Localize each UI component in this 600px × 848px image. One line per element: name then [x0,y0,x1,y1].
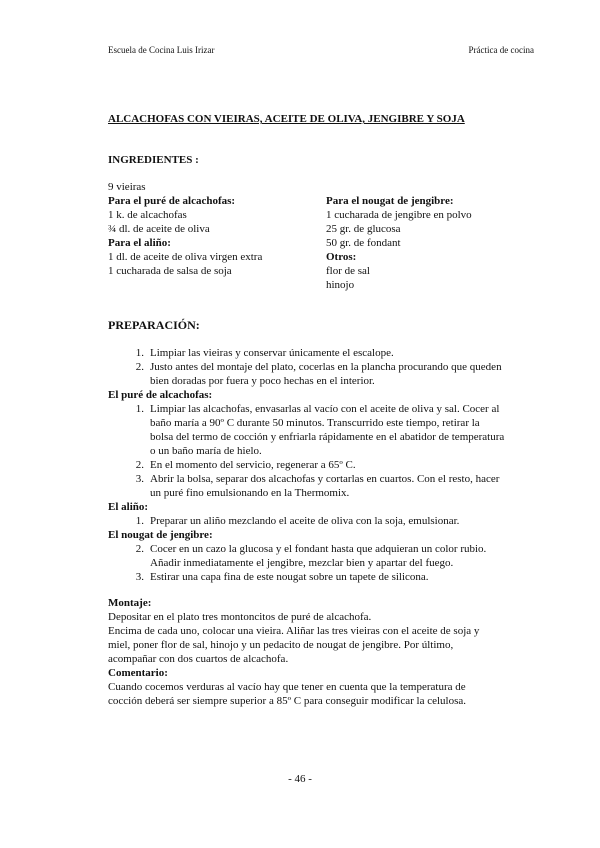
ingredient-item: ¾ dl. de aceite de oliva [108,223,210,235]
nougat-section-heading: El nougat de jengibre: [108,529,213,541]
step-item [108,458,538,472]
alino-section-heading: El aliño: [108,501,149,513]
step-number: 3. [135,473,144,485]
step-item [108,346,538,360]
montaje-line: Encima de cada uno, colocar una vieira. Aliñar las tres vieiras con el aceite de soja y [108,625,480,637]
ingredient-item: 25 gr. de glucosa [326,223,401,235]
montaje-comentario-block [108,596,528,708]
comentario-line: cocción deberá ser siempre superior a 85º C para conseguir modificar la celulosa. [108,695,467,707]
step-number: 3. [135,571,144,583]
montaje-line: acompañar con dos cuartos de alcachofa. [108,653,289,665]
step-number: 1. [135,403,144,415]
ingredient-item: 50 gr. de fondant [326,237,401,249]
ingredients-right-column [326,194,472,292]
step-item [108,570,538,584]
ingredient-item: 1 cucharada de jengibre en polvo [326,209,472,221]
ingredient-item: 1 cucharada de salsa de soja [108,265,232,277]
montaje-line: Depositar en el plato tres montoncitos de puré de alcachofa. [108,611,372,623]
step-text: En el momento del servicio, regenerar a 65º C. [150,459,356,471]
header-course: Práctica de cocina [468,45,534,55]
step-text: Abrir la bolsa, separar dos alcachofas y cortarlas en cuartos. Con el resto, hacer un puré fino emulsionando en la Thermomix. [150,473,500,499]
preparation-steps [108,346,538,584]
ingredient-intro: 9 vieiras [108,181,146,193]
ingredient-item: 1 k. de alcachofas [108,209,187,221]
step-text: Cocer en un cazo la glucosa y el fondant hasta que adquieran un color rubio. Añadir inmediatamente el jengibre, mezclar bien y apartar del fuego. [150,543,487,569]
step-text: Limpiar las vieiras y conservar únicamente el escalope. [150,347,394,359]
step-number: 1. [135,515,144,527]
header-school: Escuela de Cocina Luis Irizar [108,45,215,55]
ingredient-item: 1 dl. de aceite de oliva virgen extra [108,251,263,263]
montaje-heading: Montaje: [108,597,152,609]
montaje-line: miel, poner flor de sal, hinojo y un pedacito de nougat de jengibre. Por último, [108,639,454,651]
preparation-heading: PREPARACIÓN: [108,318,200,332]
step-text: Justo antes del montaje del plato, cocerlas en la plancha procurando que queden bien doradas por fuera y poco hechas en el interior. [150,361,502,387]
step-item [108,472,538,500]
pure-section-heading: El puré de alcachofas: [108,389,213,401]
step-item [108,514,538,528]
ingredients-left-column [108,180,262,278]
pure-ingredients-heading: Para el puré de alcachofas: [108,195,236,207]
step-text: Limpiar las alcachofas, envasarlas al vacío con el aceite de oliva y sal. Cocer al baño maría a 90º C durante 50 minutos. Transcurrido este tiempo, retirar la bolsa del termo de cocción y enfriarla rápidamente en el abatidor de temperatura o un baño maría de hielo. [150,403,505,457]
step-number: 2. [135,543,144,555]
ingredient-item: hinojo [326,279,355,291]
step-item [108,402,538,458]
otros-heading: Otros: [326,251,357,263]
step-item [108,360,538,388]
step-text: Preparar un aliño mezclando el aceite de oliva con la soja, emulsionar. [150,515,460,527]
alino-ingredients-heading: Para el aliño: [108,237,171,249]
step-text: Estirar una capa fina de este nougat sobre un tapete de silicona. [150,571,429,583]
step-number: 2. [135,459,144,471]
ingredients-heading: INGREDIENTES : [108,154,199,166]
page-number: - 46 - [288,773,312,785]
step-item [108,542,538,570]
step-number: 1. [135,347,144,359]
ingredient-item: flor de sal [326,265,370,277]
nougat-ingredients-heading: Para el nougat de jengibre: [326,195,454,207]
comentario-line: Cuando cocemos verduras al vacío hay que tener en cuenta que la temperatura de [108,681,466,693]
recipe-title: ALCACHOFAS CON VIEIRAS, ACEITE DE OLIVA, JENGIBRE Y SOJA [108,113,465,125]
comentario-heading: Comentario: [108,667,168,679]
step-number: 2. [135,361,144,373]
